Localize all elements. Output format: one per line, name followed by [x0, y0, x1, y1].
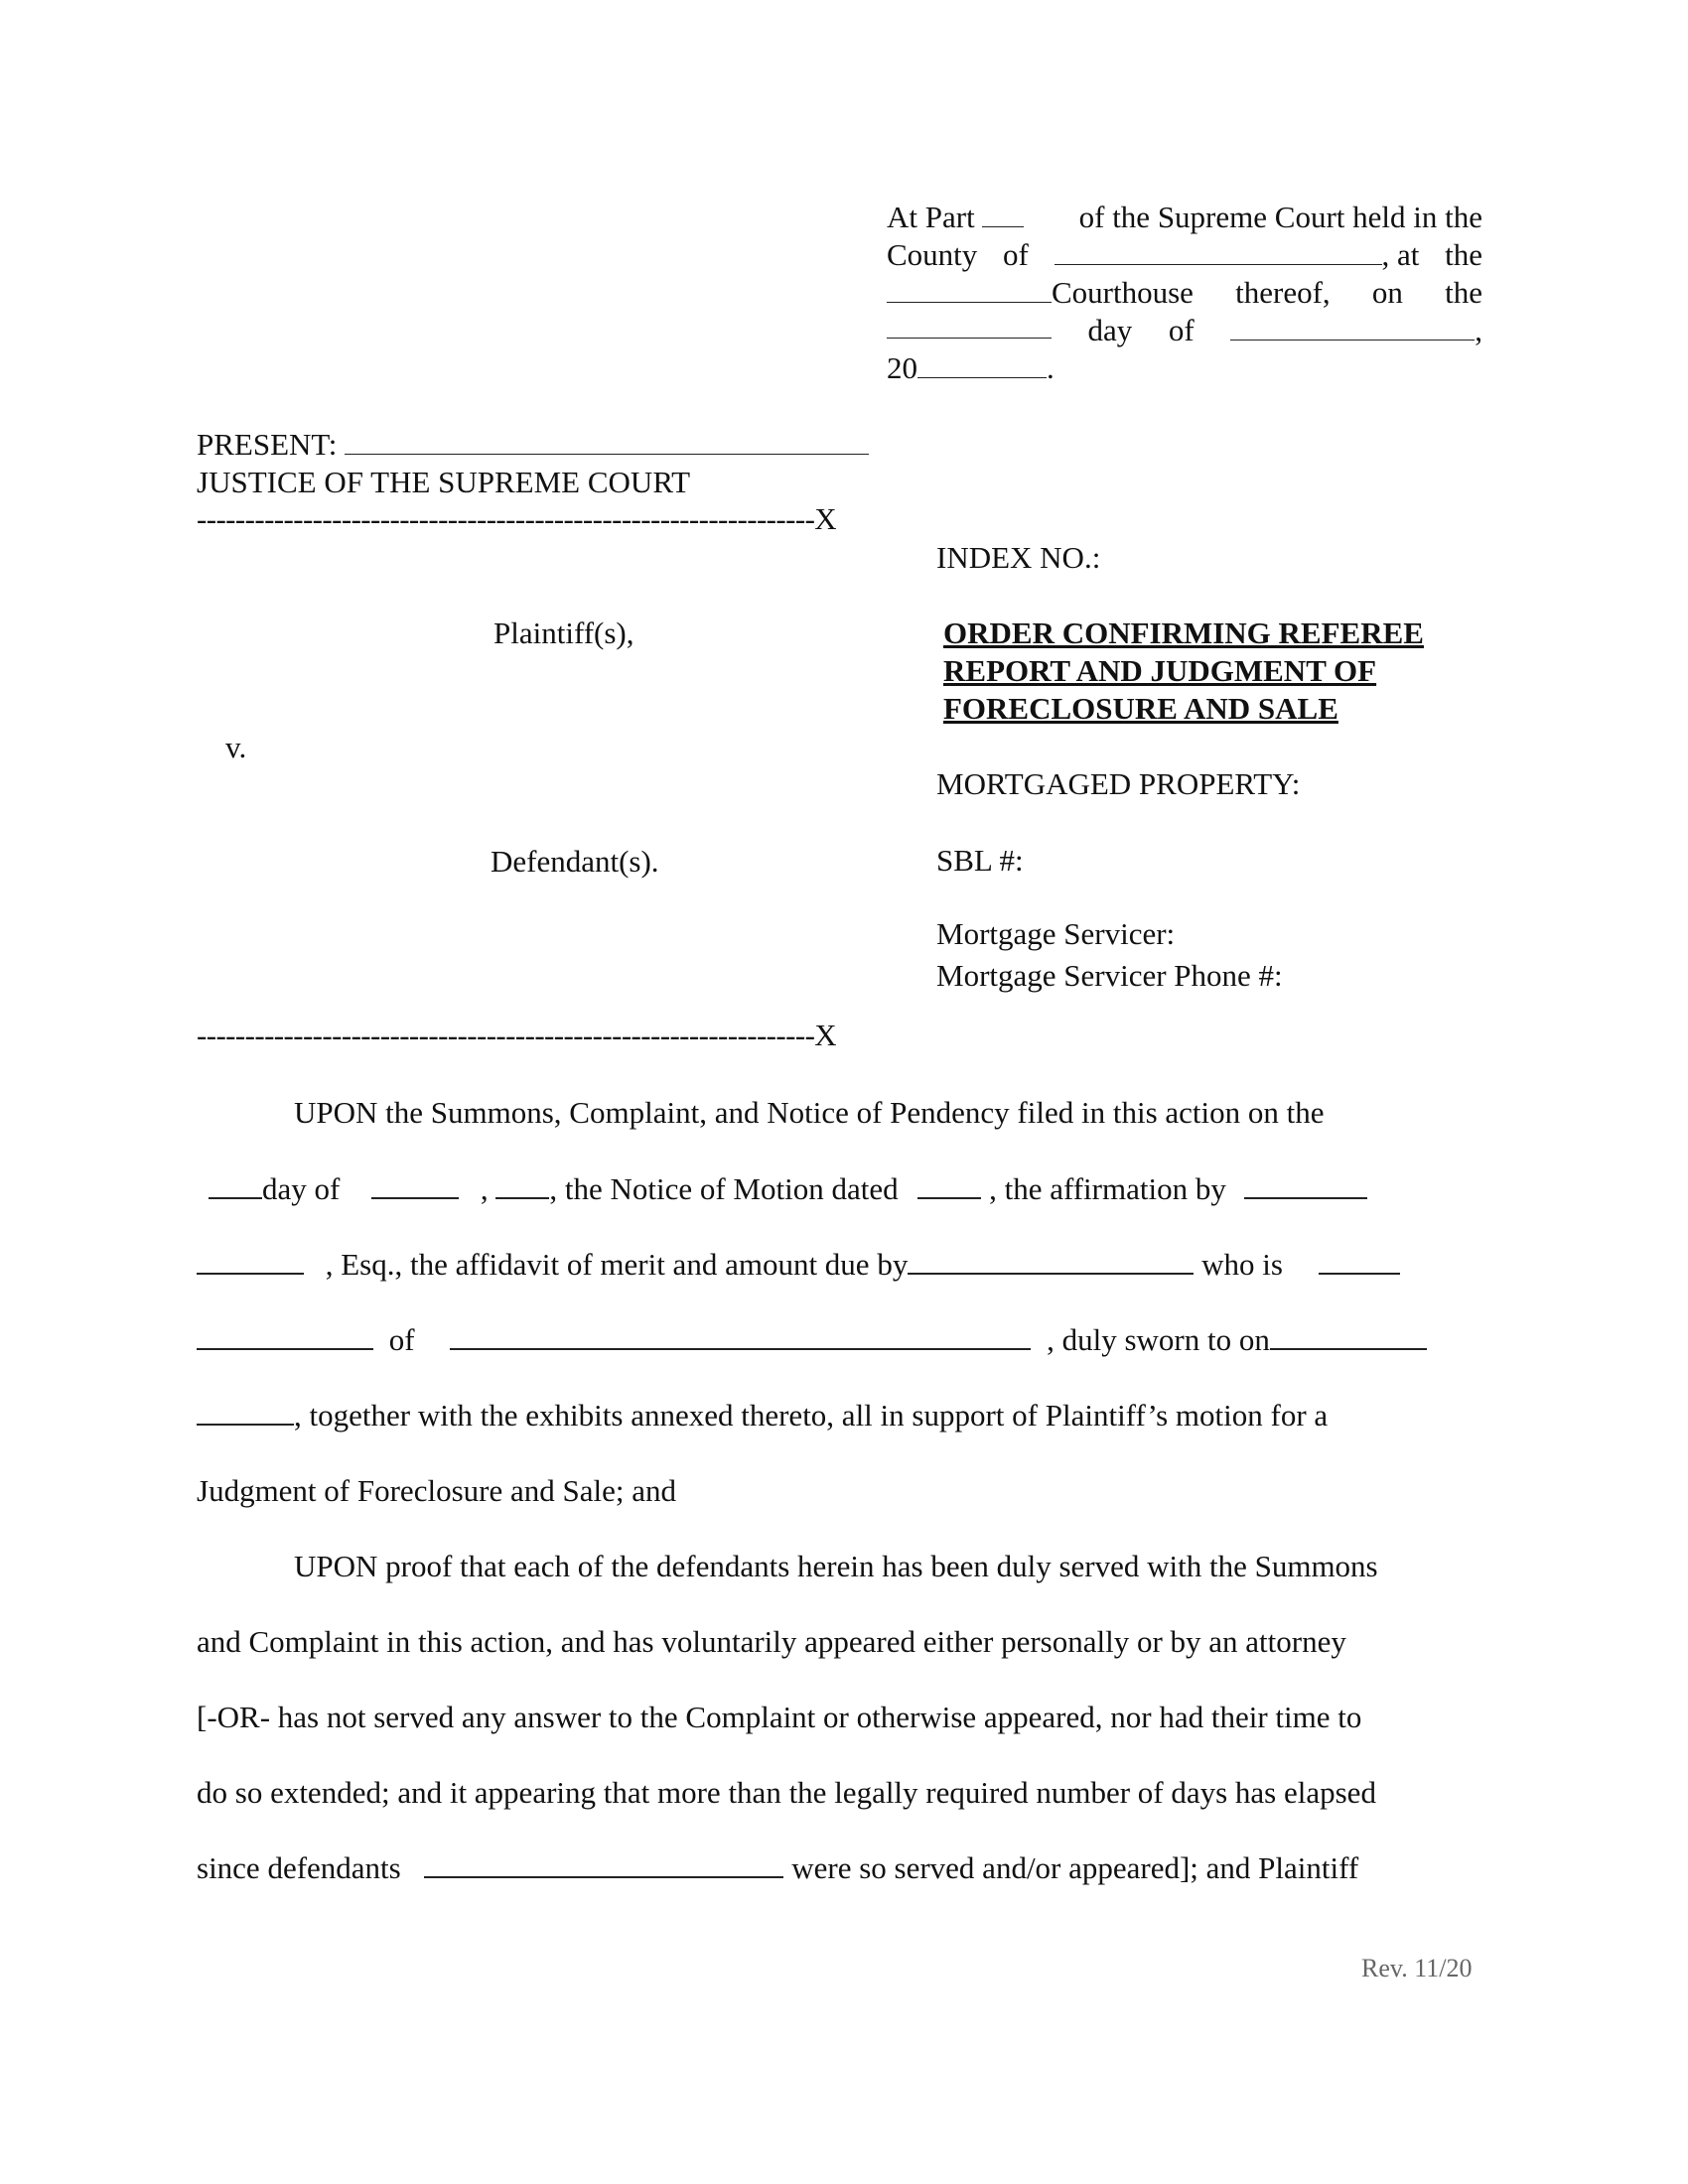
defendants-names-blank[interactable] [424, 1850, 783, 1878]
year-blank[interactable] [917, 351, 1047, 378]
caption-text: day [1087, 313, 1133, 347]
sworn-date-blank[interactable] [1270, 1322, 1427, 1350]
versus-label: v. [225, 730, 247, 764]
month-blank[interactable] [1230, 314, 1475, 341]
year-blank[interactable] [495, 1171, 549, 1199]
body-text: of [388, 1322, 415, 1357]
caption-text: the [1445, 237, 1482, 272]
justice-name-blank[interactable] [345, 428, 869, 455]
caption-text: of [1003, 237, 1029, 272]
motion-date-blank[interactable] [917, 1171, 981, 1199]
courthouse-blank[interactable] [887, 276, 1052, 303]
sworn-year-blank[interactable] [197, 1398, 294, 1426]
body-text: , [480, 1171, 489, 1206]
caption-text: At Part [887, 200, 975, 234]
affiant-position-blank[interactable] [197, 1322, 373, 1350]
caption-text: , at [1381, 237, 1420, 272]
affiant-name-blank[interactable] [908, 1247, 1194, 1275]
order-title-line: ORDER CONFIRMING REFEREE [943, 615, 1424, 650]
county-blank[interactable] [1055, 238, 1382, 265]
separator-x: X [814, 1018, 837, 1052]
body-line [197, 1849, 1358, 1887]
caption-line-2 [887, 236, 1482, 274]
caption-text: of [1168, 313, 1195, 347]
part-number-blank[interactable] [982, 201, 1024, 227]
body-line: UPON the Summons, Complaint, and Notice of Pendency filed in this action on the [294, 1095, 1325, 1130]
body-line: UPON proof that each of the defendants herein has been duly served with the Summons [294, 1549, 1378, 1583]
body-text: , duly sworn to on [1047, 1322, 1270, 1357]
caption-text: the [1445, 275, 1482, 310]
body-line: [-OR- has not served any answer to the Complaint or otherwise appeared, nor had their time to [197, 1700, 1362, 1734]
caption-line-5 [887, 349, 1482, 387]
body-line [197, 1246, 1400, 1284]
order-title-line: REPORT AND JUDGMENT OF [943, 653, 1377, 688]
present-label: PRESENT: [197, 427, 338, 462]
body-text: since defendants [197, 1850, 401, 1885]
caption-text: on [1371, 275, 1403, 310]
caption-text: . [1047, 350, 1055, 385]
day-blank[interactable] [209, 1171, 262, 1199]
court-part-caption [887, 199, 1482, 387]
body-text: day of [262, 1171, 341, 1206]
caption-text: thereof, [1235, 275, 1331, 310]
separator-dashes: ---------------------------------------------------------------- [197, 501, 815, 536]
caption-text: County [887, 237, 978, 272]
body-text: , the affirmation by [989, 1171, 1226, 1206]
body-line: Judgment of Foreclosure and Sale; and [197, 1473, 676, 1508]
separator-bottom [197, 1018, 836, 1053]
body-text: who is [1201, 1247, 1283, 1282]
affiant-title-blank[interactable] [1319, 1247, 1400, 1275]
revision-label: Rev. 11/20 [1361, 1954, 1473, 1982]
separator-x: X [814, 501, 837, 536]
body-line: and Complaint in this action, and has voluntarily appeared either personally or by an attorney [197, 1624, 1346, 1659]
plaintiff-label: Plaintiff(s), [493, 615, 634, 650]
caption-line-3 [887, 274, 1482, 312]
mortgage-servicer-label: Mortgage Servicer: [936, 916, 1176, 951]
body-line: do so extended; and it appearing that more than the legally required number of days has elapsed [197, 1775, 1376, 1810]
sbl-label: SBL #: [936, 843, 1024, 878]
body-text: , together with the exhibits annexed thereto, all in support of Plaintiff’s motion for a [294, 1398, 1329, 1433]
separator-dashes: ---------------------------------------------------------------- [197, 1018, 815, 1052]
caption-text: 20 [887, 350, 917, 385]
body-text: , the Notice of Motion dated [549, 1171, 899, 1206]
present-line [197, 426, 869, 464]
caption-line-1 [887, 199, 1482, 236]
justice-title: JUSTICE OF THE SUPREME COURT [197, 465, 691, 499]
body-text: were so served and/or appeared]; and Plaintiff [791, 1850, 1359, 1885]
employer-blank[interactable] [450, 1322, 1031, 1350]
month-blank[interactable] [371, 1171, 459, 1199]
defendant-label: Defendant(s). [491, 844, 659, 879]
order-title [943, 614, 1424, 728]
body-line [197, 1321, 1427, 1359]
caption-line-4 [887, 312, 1482, 349]
attorney-name-blank[interactable] [197, 1247, 304, 1275]
caption-text: , [1475, 313, 1482, 347]
caption-text: Courthouse [1052, 275, 1194, 310]
body-line [197, 1397, 1328, 1434]
order-title-line: FORECLOSURE AND SALE [943, 691, 1338, 726]
body-text: , Esq., the affidavit of merit and amount due by [325, 1247, 909, 1282]
mortgaged-property-label: MORTGAGED PROPERTY: [936, 766, 1301, 801]
affirmant-blank[interactable] [1244, 1171, 1367, 1199]
day-blank[interactable] [887, 312, 1052, 339]
caption-text: of the Supreme Court held in the [1078, 200, 1482, 234]
index-number-label: INDEX NO.: [936, 540, 1101, 575]
mortgage-servicer-phone-label: Mortgage Servicer Phone #: [936, 958, 1283, 993]
body-line [209, 1170, 1367, 1208]
separator-top [197, 501, 836, 537]
